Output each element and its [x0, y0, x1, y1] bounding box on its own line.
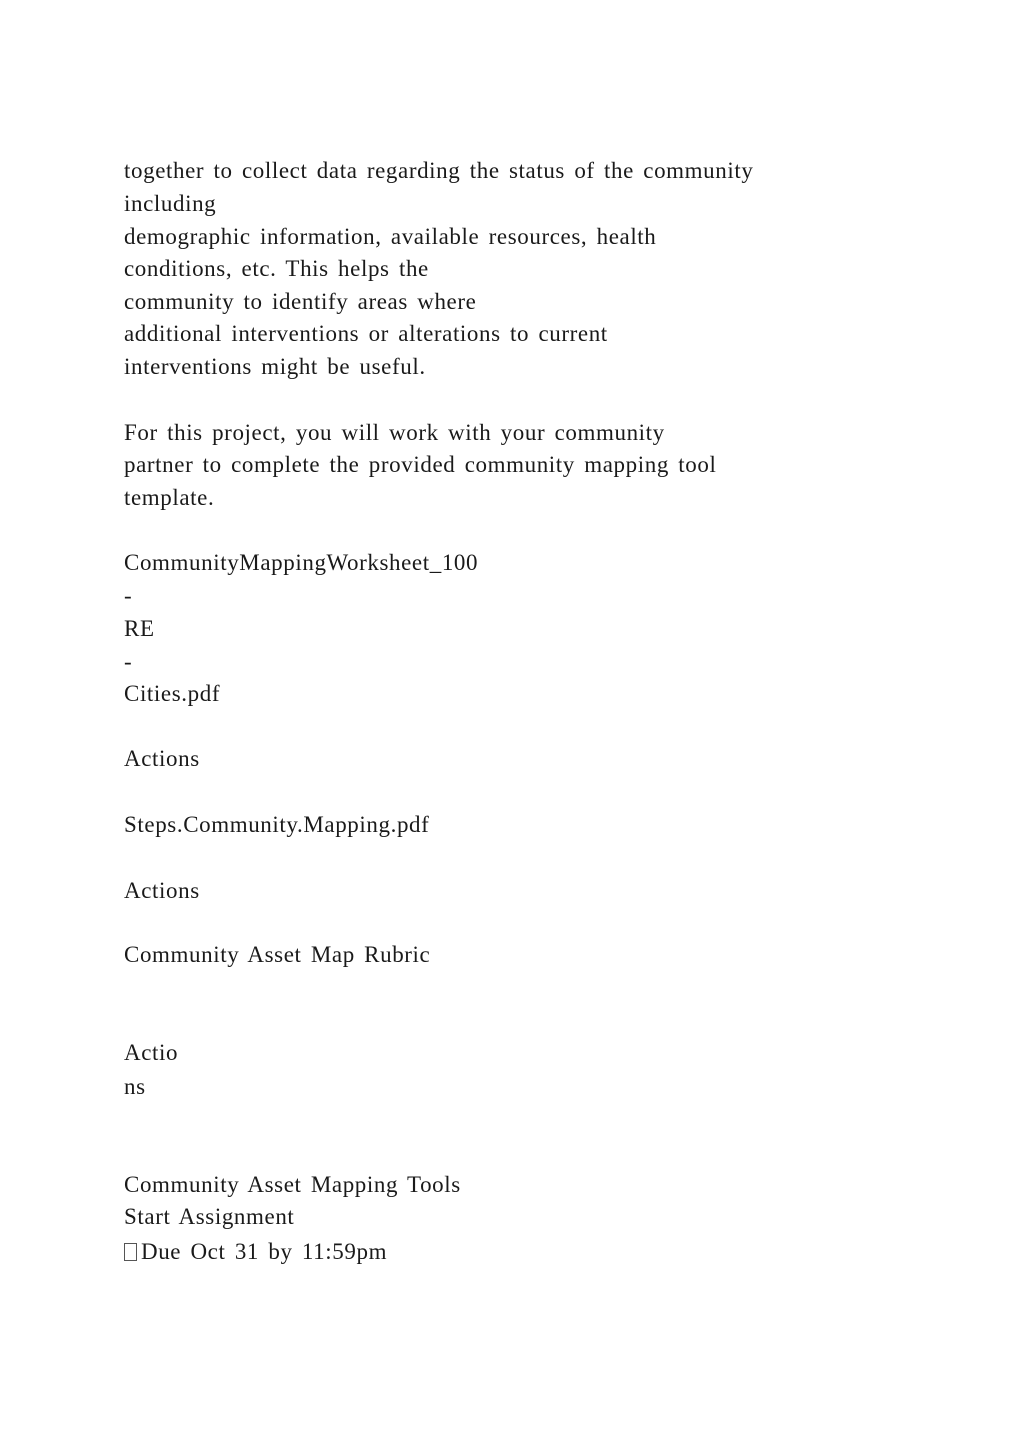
paragraph-line: additional interventions or alterations to current — [124, 321, 608, 346]
paragraph-line: conditions, etc. This helps the — [124, 256, 429, 281]
paragraph-line: including — [124, 191, 217, 216]
assignment-title: Community Asset Mapping Tools — [124, 1172, 461, 1197]
paragraph-line: community to identify areas where — [124, 289, 477, 314]
attachment-worksheet-link[interactable]: - — [124, 583, 133, 608]
rubric-actions-button[interactable]: Actio — [124, 1040, 179, 1065]
paragraph-line: For this project, you will work with your community — [124, 420, 665, 445]
paragraph-line: template. — [124, 485, 215, 510]
due-date — [124, 1238, 387, 1266]
paragraph-line: together to collect data regarding the status of the community — [124, 158, 754, 183]
attachment-worksheet-link[interactable]: - — [124, 649, 133, 674]
attachment-worksheet-actions-button[interactable]: Actions — [124, 746, 200, 771]
due-date-text: Due Oct 31 by 11:59pm — [141, 1239, 388, 1264]
attachment-steps-link[interactable]: Steps.Community.Mapping.pdf — [124, 812, 430, 837]
paragraph-line: partner to complete the provided community mapping tool — [124, 452, 717, 477]
start-assignment-button[interactable]: Start Assignment — [124, 1204, 295, 1229]
attachment-steps-actions-button[interactable]: Actions — [124, 878, 200, 903]
calendar-icon — [124, 1243, 137, 1261]
attachment-worksheet-link[interactable]: CommunityMappingWorksheet_100 — [124, 550, 479, 575]
rubric-title: Community Asset Map Rubric — [124, 942, 431, 967]
paragraph-line: demographic information, available resources, health — [124, 224, 657, 249]
attachment-worksheet-link[interactable]: Cities.pdf — [124, 681, 221, 706]
attachment-worksheet-link[interactable]: RE — [124, 616, 155, 641]
paragraph-line: interventions might be useful. — [124, 354, 426, 379]
rubric-actions-button[interactable]: ns — [124, 1074, 146, 1099]
